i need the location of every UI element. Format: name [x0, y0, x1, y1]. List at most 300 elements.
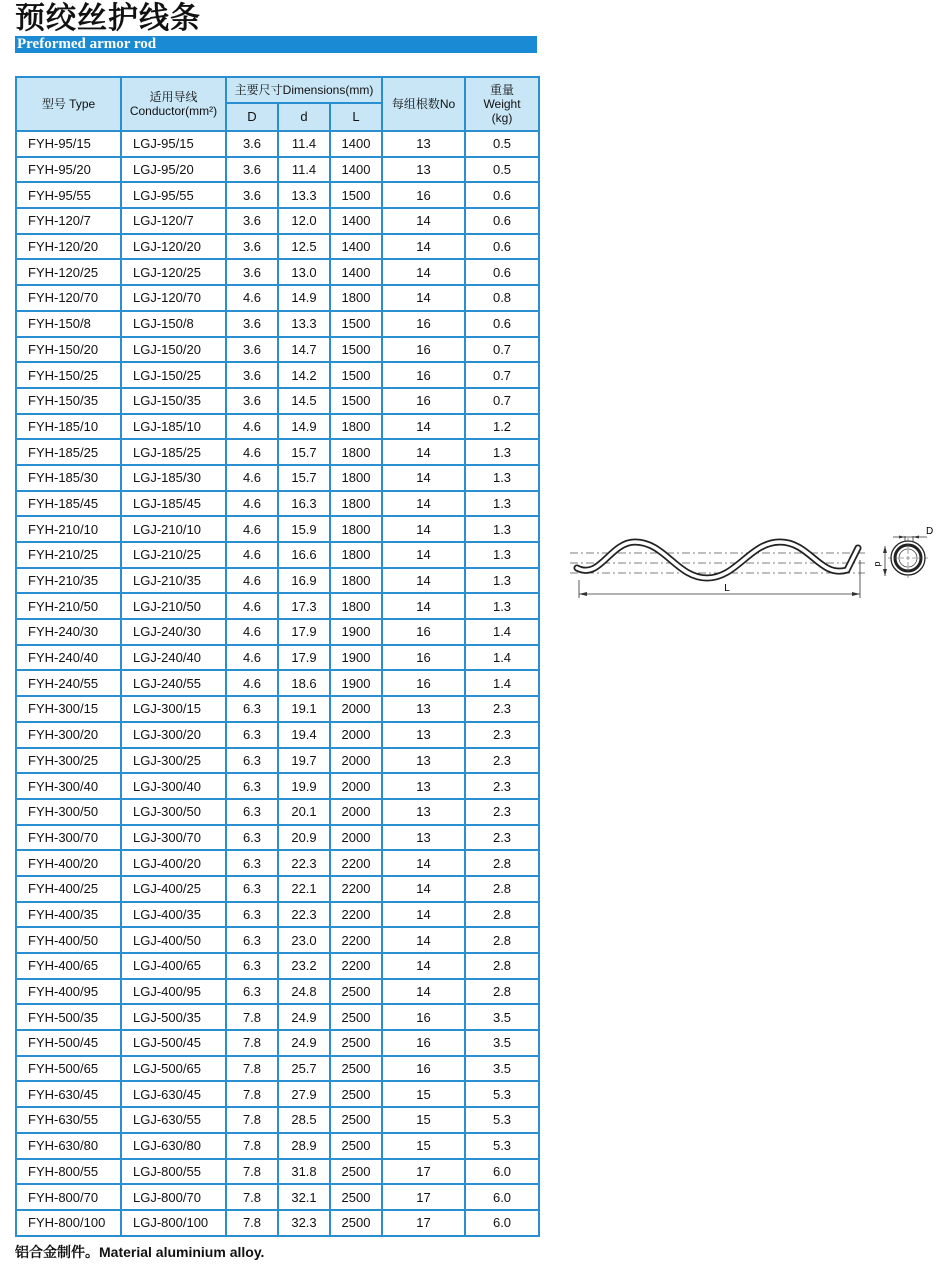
cell-conductor: LGJ-210/35 [121, 568, 226, 594]
cell-weight: 2.8 [465, 902, 539, 928]
table-row [16, 516, 539, 542]
cell-type: FYH-240/30 [16, 619, 121, 645]
cell-d: 16.6 [278, 542, 330, 568]
cell-weight: 3.5 [465, 1004, 539, 1030]
cell-count: 14 [382, 259, 465, 285]
cell-count: 14 [382, 593, 465, 619]
cell-type: FYH-210/25 [16, 542, 121, 568]
cell-conductor: LGJ-95/15 [121, 131, 226, 157]
cell-type: FYH-185/25 [16, 439, 121, 465]
cell-D: 7.8 [226, 1081, 278, 1107]
cell-type: FYH-400/35 [16, 902, 121, 928]
cell-d: 14.9 [278, 285, 330, 311]
cell-conductor: LGJ-500/45 [121, 1030, 226, 1056]
cell-d: 14.9 [278, 414, 330, 440]
cell-d: 16.3 [278, 491, 330, 517]
table-row [16, 619, 539, 645]
header-d: d [278, 103, 330, 131]
cell-count: 14 [382, 542, 465, 568]
cell-D: 7.8 [226, 1210, 278, 1236]
cell-d: 13.3 [278, 182, 330, 208]
cell-weight: 1.3 [465, 491, 539, 517]
table-row [16, 979, 539, 1005]
cell-D: 7.8 [226, 1056, 278, 1082]
cell-weight: 0.6 [465, 208, 539, 234]
cell-type: FYH-630/80 [16, 1133, 121, 1159]
cell-type: FYH-120/7 [16, 208, 121, 234]
cell-conductor: LGJ-400/35 [121, 902, 226, 928]
cell-D: 3.6 [226, 388, 278, 414]
table-row [16, 1159, 539, 1185]
cell-d: 12.0 [278, 208, 330, 234]
cell-type: FYH-185/45 [16, 491, 121, 517]
cell-conductor: LGJ-210/50 [121, 593, 226, 619]
cell-L: 2000 [330, 773, 382, 799]
table-row [16, 1030, 539, 1056]
cell-weight: 0.6 [465, 311, 539, 337]
cell-d: 18.6 [278, 670, 330, 696]
cell-weight: 2.3 [465, 696, 539, 722]
table-row [16, 722, 539, 748]
cell-weight: 2.8 [465, 953, 539, 979]
cell-weight: 2.3 [465, 799, 539, 825]
cell-weight: 2.3 [465, 773, 539, 799]
cell-L: 1400 [330, 157, 382, 183]
table-row [16, 542, 539, 568]
cell-d: 23.0 [278, 927, 330, 953]
cell-D: 7.8 [226, 1030, 278, 1056]
cell-D: 7.8 [226, 1159, 278, 1185]
cell-conductor: LGJ-400/20 [121, 850, 226, 876]
table-row [16, 1107, 539, 1133]
cell-conductor: LGJ-800/70 [121, 1184, 226, 1210]
cell-L: 1800 [330, 491, 382, 517]
cell-L: 2500 [330, 1133, 382, 1159]
cell-count: 14 [382, 465, 465, 491]
cell-conductor: LGJ-240/40 [121, 645, 226, 671]
cell-D: 6.3 [226, 850, 278, 876]
cell-weight: 1.3 [465, 439, 539, 465]
cell-weight: 1.4 [465, 670, 539, 696]
header-type: 型号 Type [16, 77, 121, 131]
cell-D: 6.3 [226, 773, 278, 799]
spec-table [15, 76, 540, 1237]
cell-L: 1500 [330, 362, 382, 388]
cell-L: 2200 [330, 876, 382, 902]
header-dimensions: 主要尺寸Dimensions(mm) [226, 77, 382, 103]
cell-D: 6.3 [226, 722, 278, 748]
cell-type: FYH-120/20 [16, 234, 121, 260]
cell-conductor: LGJ-120/70 [121, 285, 226, 311]
table-row [16, 645, 539, 671]
cell-count: 13 [382, 825, 465, 851]
cell-conductor: LGJ-300/70 [121, 825, 226, 851]
cell-L: 2000 [330, 696, 382, 722]
cell-weight: 2.3 [465, 748, 539, 774]
cell-D: 3.6 [226, 337, 278, 363]
cell-d: 20.1 [278, 799, 330, 825]
cell-count: 13 [382, 773, 465, 799]
table-row [16, 1210, 539, 1236]
table-row [16, 670, 539, 696]
cell-L: 1800 [330, 285, 382, 311]
cell-d: 32.1 [278, 1184, 330, 1210]
table-row [16, 157, 539, 183]
table-row [16, 1056, 539, 1082]
cell-L: 1900 [330, 670, 382, 696]
cell-d: 19.7 [278, 748, 330, 774]
cell-conductor: LGJ-400/25 [121, 876, 226, 902]
cell-type: FYH-95/55 [16, 182, 121, 208]
cell-weight: 0.6 [465, 234, 539, 260]
cell-weight: 2.8 [465, 850, 539, 876]
cell-D: 6.3 [226, 799, 278, 825]
cell-L: 1500 [330, 182, 382, 208]
cell-conductor: LGJ-185/25 [121, 439, 226, 465]
cell-count: 14 [382, 850, 465, 876]
cell-count: 14 [382, 568, 465, 594]
cell-d: 12.5 [278, 234, 330, 260]
cell-conductor: LGJ-800/100 [121, 1210, 226, 1236]
cell-conductor: LGJ-240/30 [121, 619, 226, 645]
header-L: L [330, 103, 382, 131]
cell-count: 16 [382, 182, 465, 208]
cell-d: 11.4 [278, 157, 330, 183]
cell-count: 13 [382, 157, 465, 183]
cell-conductor: LGJ-630/55 [121, 1107, 226, 1133]
cell-type: FYH-210/50 [16, 593, 121, 619]
cell-weight: 2.8 [465, 979, 539, 1005]
cell-D: 4.6 [226, 414, 278, 440]
cell-count: 17 [382, 1159, 465, 1185]
cell-D: 3.6 [226, 311, 278, 337]
cell-d: 24.9 [278, 1004, 330, 1030]
cell-conductor: LGJ-150/8 [121, 311, 226, 337]
cell-count: 13 [382, 748, 465, 774]
cell-conductor: LGJ-400/50 [121, 927, 226, 953]
cell-weight: 0.5 [465, 157, 539, 183]
cell-weight: 5.3 [465, 1107, 539, 1133]
table-row [16, 259, 539, 285]
header-count: 每组根数No [382, 77, 465, 131]
cell-conductor: LGJ-150/20 [121, 337, 226, 363]
cell-L: 2200 [330, 902, 382, 928]
table-row [16, 208, 539, 234]
cell-weight: 3.5 [465, 1056, 539, 1082]
dimension-d-label: d [873, 561, 883, 567]
cell-L: 1800 [330, 568, 382, 594]
dimension-D-label: D [926, 526, 934, 537]
cell-D: 7.8 [226, 1004, 278, 1030]
cell-d: 19.4 [278, 722, 330, 748]
cell-type: FYH-630/55 [16, 1107, 121, 1133]
cell-D: 6.3 [226, 979, 278, 1005]
cell-weight: 1.4 [465, 619, 539, 645]
cell-count: 16 [382, 1030, 465, 1056]
cell-D: 3.6 [226, 259, 278, 285]
cell-conductor: LGJ-500/65 [121, 1056, 226, 1082]
cell-D: 4.6 [226, 285, 278, 311]
cell-D: 3.6 [226, 131, 278, 157]
cell-conductor: LGJ-120/25 [121, 259, 226, 285]
table-row [16, 773, 539, 799]
cell-L: 1800 [330, 542, 382, 568]
cell-d: 28.9 [278, 1133, 330, 1159]
cell-D: 6.3 [226, 953, 278, 979]
cell-count: 13 [382, 696, 465, 722]
cell-type: FYH-400/50 [16, 927, 121, 953]
cell-type: FYH-400/25 [16, 876, 121, 902]
cell-D: 6.3 [226, 748, 278, 774]
header-conductor [121, 77, 226, 131]
cell-d: 25.7 [278, 1056, 330, 1082]
cell-D: 4.6 [226, 568, 278, 594]
cell-count: 16 [382, 388, 465, 414]
table-row [16, 825, 539, 851]
cell-d: 13.3 [278, 311, 330, 337]
cell-conductor: LGJ-630/45 [121, 1081, 226, 1107]
cell-count: 14 [382, 979, 465, 1005]
cell-count: 14 [382, 902, 465, 928]
cell-d: 20.9 [278, 825, 330, 851]
cell-d: 17.9 [278, 645, 330, 671]
cell-weight: 6.0 [465, 1210, 539, 1236]
cell-d: 19.1 [278, 696, 330, 722]
cell-type: FYH-630/45 [16, 1081, 121, 1107]
cell-count: 14 [382, 439, 465, 465]
cell-L: 1400 [330, 234, 382, 260]
table-body [16, 131, 539, 1236]
cell-L: 2000 [330, 825, 382, 851]
cell-count: 13 [382, 722, 465, 748]
cell-L: 2500 [330, 1159, 382, 1185]
cell-L: 1900 [330, 619, 382, 645]
cell-type: FYH-500/65 [16, 1056, 121, 1082]
cell-L: 2500 [330, 1030, 382, 1056]
cell-type: FYH-400/20 [16, 850, 121, 876]
table-row [16, 568, 539, 594]
cell-weight: 1.3 [465, 542, 539, 568]
cell-type: FYH-800/100 [16, 1210, 121, 1236]
cell-L: 1800 [330, 414, 382, 440]
cell-D: 4.6 [226, 516, 278, 542]
armor-rod-diagram [565, 520, 940, 610]
cell-L: 2500 [330, 1004, 382, 1030]
cell-d: 23.2 [278, 953, 330, 979]
cell-D: 6.3 [226, 696, 278, 722]
cell-weight: 1.4 [465, 645, 539, 671]
cell-D: 3.6 [226, 208, 278, 234]
cell-L: 2200 [330, 850, 382, 876]
header-weight-en: Weight [483, 97, 521, 111]
cell-type: FYH-800/70 [16, 1184, 121, 1210]
cell-type: FYH-185/30 [16, 465, 121, 491]
cell-conductor: LGJ-210/25 [121, 542, 226, 568]
cell-L: 2500 [330, 1081, 382, 1107]
header-weight-unit: (kg) [491, 111, 513, 125]
cell-conductor: LGJ-240/55 [121, 670, 226, 696]
cell-conductor: LGJ-185/30 [121, 465, 226, 491]
page-title-en: Preformed armor rod [17, 36, 157, 52]
cell-type: FYH-300/15 [16, 696, 121, 722]
cell-d: 13.0 [278, 259, 330, 285]
cell-D: 3.6 [226, 182, 278, 208]
cell-weight: 0.5 [465, 131, 539, 157]
cell-count: 16 [382, 619, 465, 645]
cell-count: 14 [382, 953, 465, 979]
cell-conductor: LGJ-300/20 [121, 722, 226, 748]
cell-type: FYH-210/10 [16, 516, 121, 542]
cell-weight: 6.0 [465, 1159, 539, 1185]
table-row [16, 465, 539, 491]
cell-L: 2200 [330, 927, 382, 953]
cell-L: 1800 [330, 439, 382, 465]
cell-D: 6.3 [226, 927, 278, 953]
dimension-L-label: L [724, 583, 730, 594]
cell-L: 2500 [330, 979, 382, 1005]
cell-weight: 0.6 [465, 182, 539, 208]
cell-weight: 0.7 [465, 337, 539, 363]
cell-type: FYH-300/40 [16, 773, 121, 799]
table-row [16, 439, 539, 465]
table-row [16, 696, 539, 722]
cell-D: 7.8 [226, 1133, 278, 1159]
cell-conductor: LGJ-800/55 [121, 1159, 226, 1185]
table-row [16, 362, 539, 388]
cell-L: 2500 [330, 1107, 382, 1133]
header-weight-cn: 重量 [490, 83, 515, 97]
cell-weight: 1.3 [465, 568, 539, 594]
cell-conductor: LGJ-150/25 [121, 362, 226, 388]
table-row [16, 927, 539, 953]
table-row [16, 234, 539, 260]
cell-conductor: LGJ-95/55 [121, 182, 226, 208]
cell-d: 17.9 [278, 619, 330, 645]
cell-conductor: LGJ-120/20 [121, 234, 226, 260]
cell-L: 1400 [330, 208, 382, 234]
cell-weight: 1.3 [465, 516, 539, 542]
cell-conductor: LGJ-120/7 [121, 208, 226, 234]
cell-weight: 2.8 [465, 876, 539, 902]
cell-type: FYH-300/70 [16, 825, 121, 851]
cell-type: FYH-150/8 [16, 311, 121, 337]
cell-conductor: LGJ-185/45 [121, 491, 226, 517]
cell-count: 16 [382, 645, 465, 671]
cell-d: 16.9 [278, 568, 330, 594]
cell-D: 4.6 [226, 645, 278, 671]
cell-D: 4.6 [226, 619, 278, 645]
cell-type: FYH-150/25 [16, 362, 121, 388]
table-row [16, 1133, 539, 1159]
cell-conductor: LGJ-95/20 [121, 157, 226, 183]
cell-L: 1800 [330, 465, 382, 491]
cell-count: 15 [382, 1081, 465, 1107]
cell-d: 15.7 [278, 465, 330, 491]
cell-D: 7.8 [226, 1107, 278, 1133]
cell-weight: 3.5 [465, 1030, 539, 1056]
cell-weight: 2.8 [465, 927, 539, 953]
cell-type: FYH-95/15 [16, 131, 121, 157]
cell-count: 15 [382, 1107, 465, 1133]
cell-type: FYH-300/50 [16, 799, 121, 825]
cell-count: 16 [382, 337, 465, 363]
cell-weight: 5.3 [465, 1133, 539, 1159]
title-banner [15, 36, 537, 53]
cell-d: 24.8 [278, 979, 330, 1005]
cell-count: 15 [382, 1133, 465, 1159]
cell-type: FYH-95/20 [16, 157, 121, 183]
cell-d: 27.9 [278, 1081, 330, 1107]
cell-count: 16 [382, 670, 465, 696]
table-row [16, 182, 539, 208]
page-title-cn: 预绞丝护线条 [15, 1, 201, 36]
cell-count: 14 [382, 234, 465, 260]
cell-weight: 0.7 [465, 362, 539, 388]
table-row [16, 491, 539, 517]
cell-type: FYH-240/40 [16, 645, 121, 671]
cell-L: 1900 [330, 645, 382, 671]
header-D: D [226, 103, 278, 131]
table-row [16, 902, 539, 928]
table-row [16, 337, 539, 363]
cell-D: 4.6 [226, 491, 278, 517]
cell-D: 7.8 [226, 1184, 278, 1210]
cell-count: 14 [382, 876, 465, 902]
cell-D: 4.6 [226, 465, 278, 491]
cell-weight: 6.0 [465, 1184, 539, 1210]
cell-count: 14 [382, 285, 465, 311]
cell-type: FYH-150/20 [16, 337, 121, 363]
cell-conductor: LGJ-185/10 [121, 414, 226, 440]
cell-count: 13 [382, 131, 465, 157]
cell-d: 14.7 [278, 337, 330, 363]
cell-L: 2000 [330, 799, 382, 825]
cell-conductor: LGJ-300/40 [121, 773, 226, 799]
cell-d: 31.8 [278, 1159, 330, 1185]
table-row [16, 1184, 539, 1210]
header-weight [465, 77, 539, 131]
cell-D: 6.3 [226, 825, 278, 851]
table-row [16, 285, 539, 311]
cell-count: 16 [382, 311, 465, 337]
table-row [16, 876, 539, 902]
material-footnote: 铝合金制件。Material aluminium alloy. [15, 1244, 265, 1260]
cell-weight: 1.3 [465, 593, 539, 619]
cell-L: 1400 [330, 259, 382, 285]
cell-d: 15.7 [278, 439, 330, 465]
table-row [16, 388, 539, 414]
cell-D: 4.6 [226, 593, 278, 619]
cell-d: 22.3 [278, 902, 330, 928]
cell-count: 14 [382, 491, 465, 517]
cell-conductor: LGJ-630/80 [121, 1133, 226, 1159]
cell-type: FYH-240/55 [16, 670, 121, 696]
cell-weight: 1.2 [465, 414, 539, 440]
cell-count: 17 [382, 1184, 465, 1210]
cell-conductor: LGJ-300/25 [121, 748, 226, 774]
cell-weight: 2.3 [465, 825, 539, 851]
cell-weight: 2.3 [465, 722, 539, 748]
cell-d: 14.5 [278, 388, 330, 414]
cell-conductor: LGJ-400/65 [121, 953, 226, 979]
cell-conductor: LGJ-300/50 [121, 799, 226, 825]
cell-weight: 0.7 [465, 388, 539, 414]
cell-D: 3.6 [226, 157, 278, 183]
cell-count: 14 [382, 208, 465, 234]
header-conductor-en: Conductor(mm²) [129, 104, 218, 118]
table-row [16, 799, 539, 825]
cell-count: 14 [382, 414, 465, 440]
